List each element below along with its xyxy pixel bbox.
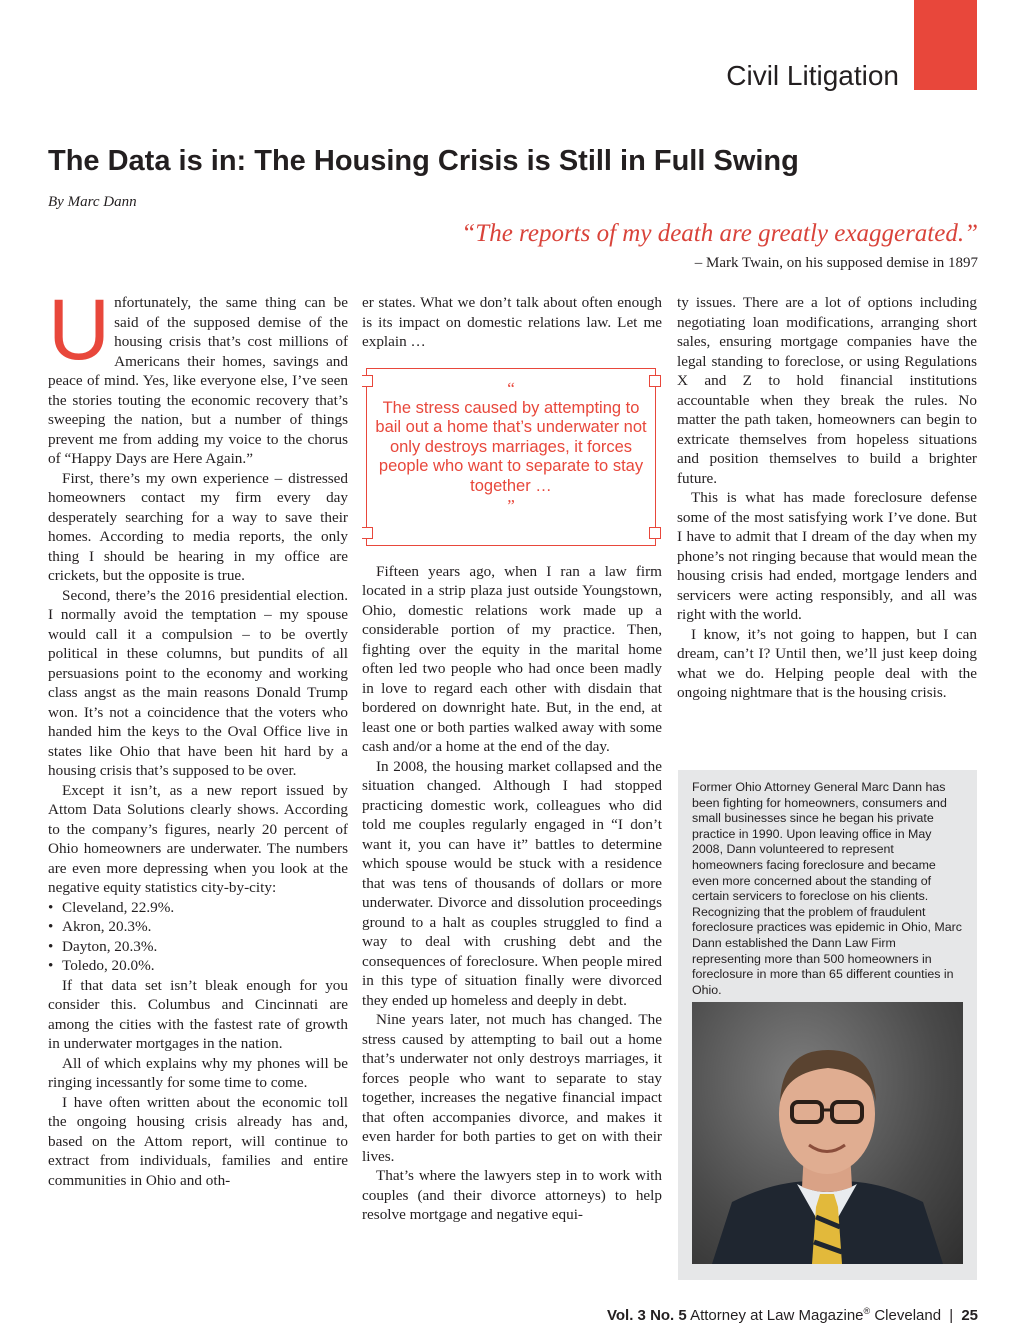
paragraph: Fifteen years ago, when I ran a law firm located in a strip plaza just outside Youngstown, Ohio, domestic relations work made up a considerable portion of my practice. Then, fighting over the equity in the marital home often led two people who had once been madly in love to regard each other with disdain that bordered on downright hate. But, in the end, at least one or both parties walked away with some cash and/or a home at the end of the day. xyxy=(362,562,662,755)
paragraph: Except it isn’t, as a new report issued by Attom Data Solutions clearly shows. According to the company’s figures, nearly 20 percent of Ohio homeowners are underwater. The numbers are even more depressing when you look at the negative equity statistics city-by-city: xyxy=(48,781,348,896)
open-quote-mark: “ xyxy=(507,378,515,398)
paragraph: All of which explains why my phones will be ringing incessantly for some time to come. xyxy=(48,1054,348,1091)
pull-quote-corner-ornament xyxy=(649,527,661,539)
list-item: • Akron, 20.3%. xyxy=(48,917,348,937)
issue-volume: Vol. 3 No. 5 xyxy=(607,1307,687,1324)
page-number: 25 xyxy=(961,1307,978,1324)
paragraph: Nine years later, not much has changed. The stress caused by attempting to bail out a home that’s underwater not only destroys marriages, it forces people who want to separate to stay together, increases the negative financial impact that often accompanies divorce, and makes it even harder for both parties to get on with their lives. xyxy=(362,1011,662,1165)
paragraph: ty issues. There are a lot of options including negotiating loan modifications, arranging short sales, ensuring mortgage companies have the legal standing to foreclose, or using Regulations X and Z to hold financial institutions accountable when they break the rules. No matter the path taken, homeowners can begin to extricate themselves from hopeless situations and position themselves to build a brighter future. xyxy=(677,294,977,487)
author-photo xyxy=(692,1002,963,1264)
epigraph-attribution: – Mark Twain, on his supposed demise in 1897 xyxy=(694,255,978,271)
drop-cap: U xyxy=(48,293,111,378)
footer-separator: | xyxy=(949,1307,954,1324)
pull-quote-corner-ornament xyxy=(362,375,373,387)
paragraph: First, there’s my own experience – distressed homeowners contact my firm every day desperately searching for a way to save their homes. According to media reports, the only thing I should be hearing in my office are crickets, but the opposite is true. xyxy=(48,469,348,584)
paragraph: In 2008, the housing market collapsed and the situation changed. Although I had stopped practicing domestic work, colleagues who did told me couples regularly engaged in “I don’t want it, you can have it” battles to determine which spouse would be stuck with a residence that was tens of thousands of dollars or more underwater. Divorce and dissolution proceedings ground to a halt as couples struggled to find a way to deal with crushing debt and the consequences of foreclosure. When people mired in this type of situation finally were divorced they ended up homeless and deeply in debt. xyxy=(362,757,662,1009)
epigraph xyxy=(278,218,978,274)
list-item: • Cleveland, 22.9%. xyxy=(48,898,348,918)
city-stats-list xyxy=(48,898,348,976)
byline: By Marc Dann xyxy=(48,194,137,210)
paragraph: nfortunately, the same thing can be said of the supposed demise of the housing crisis that’s cost millions of Americans their homes, savings and peace of mind. Yes, like everyone else, I’ve seen the stories touting the economic recovery that’s sweeping the nation, but a number of things prevent me from adding my voice to the chorus of “Happy Days are Here Again.” xyxy=(48,294,348,467)
list-item: • Toledo, 20.0%. xyxy=(48,956,348,976)
pull-quote-corner-ornament xyxy=(649,375,661,387)
paragraph: That’s where the lawyers step in to work with couples (and their divorce attorneys) to help resolve mortgage and negative equi- xyxy=(362,1167,662,1223)
paragraph: Second, there’s the 2016 presidential election. I normally avoid the temptation – my spouse would call it a compulsion – to be overtly political in these columns, but pundits of all persuasions point to the economy and working class angst as the main reasons Donald Trump won. It’s not a coincidence that the voters who handed him the keys to the Oval Office live in states like Ohio that have been hit hard by a housing crisis that’s supposed to be over. xyxy=(48,586,348,779)
paragraph: I have often written about the economic toll the ongoing housing crisis already has and, based on the Attom report, will continue to extract from individuals, families and entire communities in Ohio and oth- xyxy=(48,1093,348,1189)
article-column-1 xyxy=(48,293,348,1289)
registered-mark: ® xyxy=(863,1306,871,1316)
pull-quote-text: The stress caused by attempting to bail out a home that’s underwater not only destroys marriages, it forces people who want to separate to stay together … xyxy=(375,398,647,495)
magazine-name: Attorney at Law Magazine xyxy=(690,1307,864,1324)
close-quote-mark: ” xyxy=(507,496,515,515)
article-column-3 xyxy=(677,293,977,763)
pull-quote xyxy=(366,368,656,546)
epigraph-quote: “The reports of my death are greatly exaggerated.” xyxy=(461,220,978,247)
pull-quote-corner-ornament xyxy=(362,527,373,539)
paragraph: If that data set isn’t bleak enough for you consider this. Columbus and Cincinnati are among the cities with the fastest rate of growth in underwater mortgages in the nation. xyxy=(48,976,348,1052)
page-footer xyxy=(607,1306,978,1324)
section-color-tab xyxy=(914,0,977,90)
paragraph: I know, it’s not going to happen, but I can dream, can’t I? Until then, we’ll just keep doing what we do. Helping people deal with the ongoing nightmare that is the housing crisis. xyxy=(677,625,977,701)
paragraph: er states. What we don’t talk about often enough is its impact on domestic relations law. Let me explain … xyxy=(362,294,662,350)
author-bio-text: Former Ohio Attorney General Marc Dann has been fighting for homeowners, consumers and small businesses since he began his private practice in 1990. Upon leaving office in May 2008, Dann volunteered to represent homeowners facing foreclosure and became even more concerned about the standing of certain servicers to foreclose on his clients. Recognizing that the problem of fraudulent foreclosure practices was epidemic in Ohio, Marc Dann established the Dann Law Firm representing more than 500 homeowners in foreclosure in more than 65 different counties in Ohio. xyxy=(692,780,962,997)
list-item: • Dayton, 20.3%. xyxy=(48,937,348,957)
article-title: The Data is in: The Housing Crisis is Still in Full Swing xyxy=(48,145,799,177)
author-bio-box xyxy=(678,770,977,1280)
paragraph: This is what has made foreclosure defense some of the most satisfying work I’ve done. But I have to admit that I dream of the day when my phone’s not ringing because that would mean the housing crisis had ended, mortgage lenders and servicers were acting responsibly, and all was right with the world. xyxy=(677,489,977,623)
author-portrait-illustration xyxy=(692,1002,963,1264)
magazine-city: Cleveland xyxy=(874,1307,942,1324)
article-column-2 xyxy=(362,293,662,1289)
section-label: Civil Litigation xyxy=(726,60,899,91)
